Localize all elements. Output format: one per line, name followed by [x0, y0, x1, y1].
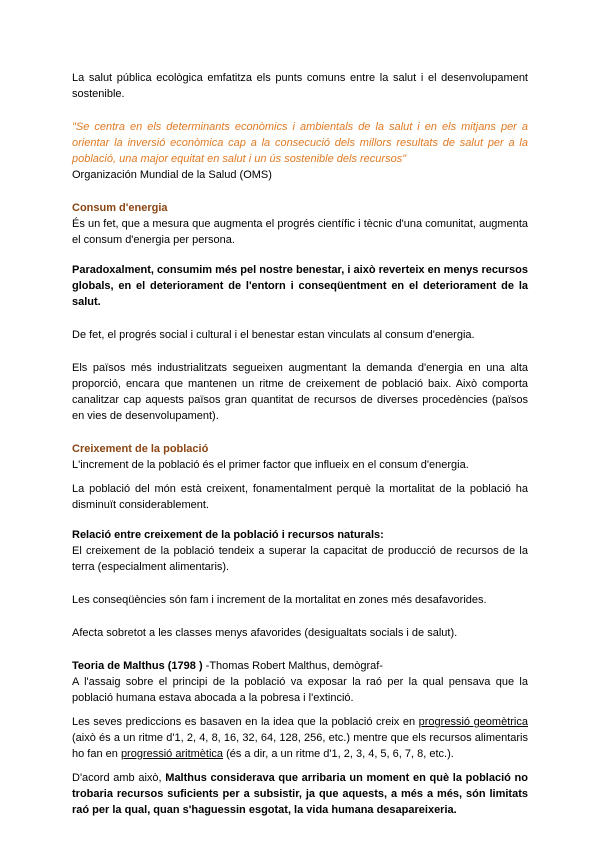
section-heading-population: Creixement de la població	[72, 443, 209, 455]
malthus-p2-text-b: (això és a un ritme d'1, 2, 4, 8, 16, 32, 64, 128, 256, etc.) mentre que els recursos alimentaris ho fan en	[72, 732, 528, 760]
arithmetic-progression-link[interactable]: progressió aritmètica	[120, 748, 224, 760]
malthus-p2-text-c: (és a dir, a un ritme d'1, 2, 3, 4, 5, 6, 7, 8, etc.).	[223, 748, 454, 760]
population-paragraph-3: El creixement de la població tendeix a superar la capacitat de producció de recursos de la terra (especialment alimentaris).	[72, 545, 528, 573]
quote-source: Organización Mundial de la Salud (OMS)	[72, 169, 272, 181]
energy-paragraph-1: És un fet, que a mesura que augmenta el progrés científic i tècnic d'una comunitat, augmenta el consum d'energia per persona.	[72, 218, 528, 246]
section-heading-energy: Consum d'energia	[72, 202, 168, 214]
malthus-paragraph-2	[72, 714, 528, 762]
energy-paragraph-4: Els països més industrialitzats segueixen augmentant la demanda d'energia en una alta proporció, encara que mantenen un ritme de creixement de població baix. Això comporta canalitzar cap aquests països gran quantitat de recursos de diverses procedències (països en vies de desenvolupament).	[72, 362, 528, 422]
intro-paragraph: La salut pública ecològica emfatitza els punts comuns entre la salut i el desenvolupament sostenible.	[72, 72, 528, 100]
malthus-paragraph-1: A l'assaig sobre el principi de la població va exposar la raó per la qual pensava que la població humana estava abocada a la pobresa i l'extinció.	[72, 676, 528, 704]
malthus-author: -Thomas Robert Malthus, demògraf-	[202, 660, 383, 672]
malthus-p3-text: D'acord amb això,	[72, 772, 166, 784]
document-page	[72, 70, 528, 818]
malthus-p3-bold: Malthus considerava que arribaria un moment en què la població no trobaria recursos suficients per a subsistir, ja que aquests, a més a més, són limitats raó per la qual, quan s'haguessin esgotat, la vida humana desapareixeria.	[72, 772, 528, 816]
population-subheading: Relació entre creixement de la població i recursos naturals:	[72, 529, 384, 541]
population-paragraph-2: La població del món està creixent, fonamentalment perquè la mortalitat de la població ha disminuït considerablement.	[72, 483, 528, 511]
energy-paragraph-3: De fet, el progrés social i cultural i el benestar estan vinculats al consum d'energia.	[72, 329, 475, 341]
malthus-title: Teoria de Malthus (1798 )	[72, 660, 203, 672]
malthus-p2-text-a: Les seves prediccions es basaven en la idea que la població creix en	[72, 716, 419, 728]
population-paragraph-5: Afecta sobretot a les classes menys afavorides (desigualtats socials i de salut).	[72, 627, 458, 639]
malthus-heading	[72, 658, 528, 674]
population-paragraph-1: L'increment de la població és el primer factor que influeix en el consum d'energia.	[72, 459, 469, 471]
malthus-paragraph-3	[72, 770, 528, 818]
energy-paragraph-2: Paradoxalment, consumim més pel nostre benestar, i això reverteix en menys recursos globals, en el deteriorament de l'entorn i conseqüentment en el deteriorament de la salut.	[72, 264, 528, 308]
who-quote: "Se centra en els determinants econòmics i ambientals de la salut i en els mitjans per a orientar la inversió econòmica cap a la consecució dels millors resultats de salut per a la població, una major equitat en salut i un ús sostenible dels recursos"	[72, 121, 528, 165]
population-paragraph-4: Les conseqüències són fam i increment de la mortalitat en zones més desafavorides.	[72, 594, 487, 606]
geometric-progression-link[interactable]: progressió geomètrica	[418, 716, 528, 728]
